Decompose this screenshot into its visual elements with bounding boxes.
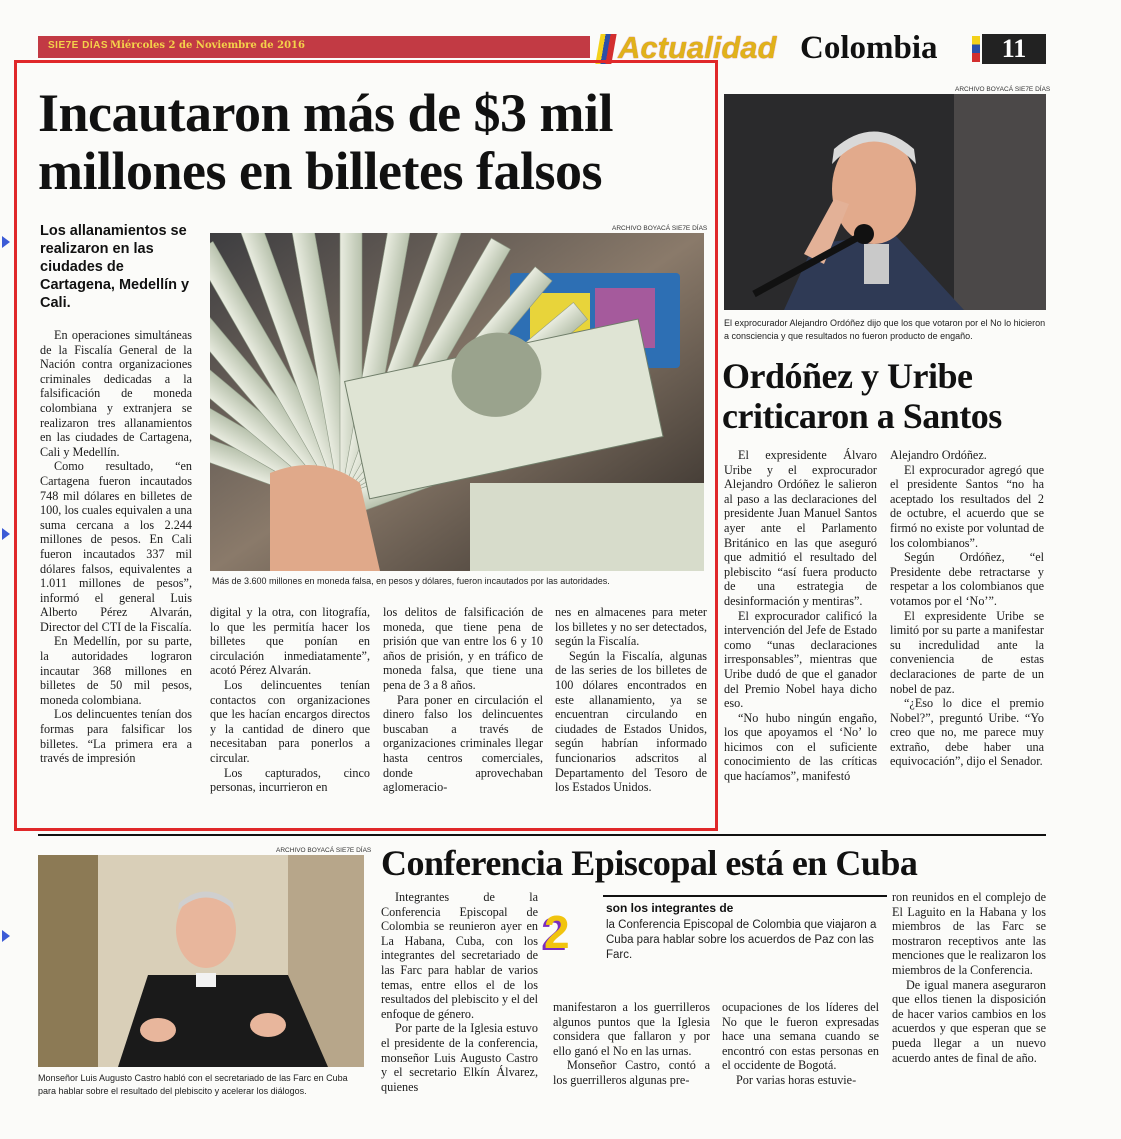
paragraph: De igual manera aseguraron que ellos tienen la disposición de hacer varios cambios en los acuerdos y que esperan que se pueda llegar a un nuevo acuerdo antes de final de año. bbox=[892, 977, 1046, 1065]
paragraph: digital y la otra, con litografía, lo que les permitía hacer los billetes que ponían en circulación inmediatamente”, acotó Pérez Alvarán. bbox=[210, 605, 370, 678]
cuba-headline: Conferencia Episcopal está en Cuba bbox=[381, 843, 918, 883]
cuba-column-3 bbox=[722, 1000, 879, 1088]
paragraph: “No hubo ningún engaño, los que apoyamos el ‘No’ lo hicimos con el suficiente conocimiento de las críticas que hacíamos”, manifestó bbox=[724, 710, 877, 784]
ordonez-column-1 bbox=[724, 448, 877, 784]
ordonez-photo-caption: El exprocurador Alejandro Ordóñez dijo que los que votaron por el No lo hicieron a consciencia y que resultados no fueron producto de engaño. bbox=[724, 318, 1046, 341]
money-photo-caption: Más de 3.600 millones en moneda falsa, en pesos y dólares, fueron incautados por las autoridades. bbox=[212, 576, 610, 586]
ordonez-column-2 bbox=[890, 448, 1044, 769]
photo-credit: ARCHIVO BOYACÁ SIE7E DÍAS bbox=[955, 86, 1051, 93]
paragraph: “¿Eso lo dice el premio Nobel?”, preguntó Uribe. “Yo creo que no, me parece muy extraño, debe haber una equivocación”, dijo el Senador. bbox=[890, 696, 1044, 769]
speaker-illustration bbox=[724, 94, 1046, 310]
paragraph: manifestaron a los guerrilleros algunos puntos que la Iglesia considera que fallaron y por ello ganó el No en las urnas. bbox=[553, 1000, 710, 1058]
paragraph: En Medellín, por su parte, la autoridades lograron incautar 368 millones en billetes de 50 mil pesos, moneda colombiana. bbox=[40, 634, 192, 707]
paragraph: El exprocurador calificó la intervención del Jefe de Estado como “unas declaraciones irresponsables”, mientras que Uribe dudó de que el ganador del Premio Nobel haya dicho eso. bbox=[724, 608, 877, 711]
binder-arrow-icon bbox=[2, 528, 10, 540]
masthead-bar bbox=[38, 36, 590, 58]
cuba-column-4 bbox=[892, 890, 1046, 1065]
paragraph: Los delincuentes tenían dos formas para falsificar los billetes. “La primera era a través de impresión bbox=[40, 707, 192, 766]
paragraph: Para poner en circulación el dinero falso los delincuentes buscaban a través de organizaciones criminales llegar hasta centros comerciales, donde aprovechaban aglomeracio- bbox=[383, 692, 543, 795]
paragraph: Los capturados, cinco personas, incurrieron en bbox=[210, 765, 370, 795]
main-column-3 bbox=[383, 605, 543, 795]
main-column-4 bbox=[555, 605, 707, 795]
binder-arrow-icon bbox=[2, 236, 10, 248]
photo-credit: ARCHIVO BOYACÁ SIE7E DÍAS bbox=[276, 847, 372, 854]
pull-quote-rule bbox=[603, 895, 887, 897]
binder-arrow-icon bbox=[2, 930, 10, 942]
brand-name: SIE7E DÍAS bbox=[48, 40, 109, 51]
pull-quote-title: son los integrantes de bbox=[606, 901, 734, 915]
paragraph: Por parte de la Iglesia estuvo el presidente de la conferencia, monseñor Luis Augusto Castro y el secretario Elkín Álvarez, quienes bbox=[381, 1021, 538, 1094]
paragraph: ocupaciones de los líderes del No que le fueron expresadas hace una semana cuando se encontró con estas personas en el occidente de Bogotá. bbox=[722, 1000, 879, 1073]
paragraph: El expresidente Álvaro Uribe y el exprocurador Alejandro Ordóñez le salieron al paso a las declaraciones del presidente Juan Manuel Santos ayer ante el Parlamento Británico en las que aseguró que admitió el resultado del plebiscito “así fuera producto de una estrategia de desinformación y mentiras”. bbox=[724, 448, 877, 608]
castro-photo-caption: Monseñor Luis Augusto Castro habló con el secretariado de las Farc en Cuba para hablar sobre el resultado del plebiscito y acelerar los diálogos. bbox=[38, 1073, 348, 1096]
cuba-column-1 bbox=[381, 890, 538, 1094]
paragraph: Según Ordóñez, “el Presidente debe retractarse y respetar a los colombianos que votamos por el ‘No’”. bbox=[890, 550, 1044, 608]
paragraph: ron reunidos en el complejo de El Laguito en la Habana y los miembros de las Farc se mostraron receptivos ante las menciones que le realizaron los miembros de la Conferencia. bbox=[892, 890, 1046, 977]
paragraph: Integrantes de la Conferencia Episcopal de Colombia se reunieron ayer en La Habana, Cuba, con los integrantes del secretariado de las Farc para hablar de varios temas, entre ellos el de los resultados del plebiscito y el del enfoque de género. bbox=[381, 890, 538, 1021]
section-name: Actualidad bbox=[618, 30, 777, 65]
paragraph: nes en almacenes para meter los billetes y no ser detectados, según la Fiscalía. bbox=[555, 605, 707, 649]
paragraph: Como resultado, “en Cartagena fueron incautados 748 mil dólares en billetes de 100, los cuales equivalen a una suma cercana a los 2.244 millones de pesos. En Cali fueron incautados 337 mil dólares falsos, equivalentes a 1.011 millones de pesos”, informó el general Luis Alberto Pérez Alvarán, Director del CTI de la Fiscalía. bbox=[40, 459, 192, 634]
castro-photo bbox=[38, 855, 364, 1067]
paragraph: Los delincuentes tenían contactos con organizaciones que les hacían encargos directos y la cantidad de dinero que necesitaban para ponerlos a circular. bbox=[210, 677, 370, 765]
paragraph: Alejandro Ordóñez. bbox=[890, 448, 987, 462]
cuba-column-2 bbox=[553, 1000, 710, 1088]
money-photo bbox=[210, 233, 704, 571]
paragraph: En operaciones simultáneas de la Fiscalía General de la Nación contra organizaciones criminales dedicadas a la falsificación de moneda colombiana y extranjera se realizaron tres allanamientos en las ciudades de Cartagena, Cali y Medellín. bbox=[40, 328, 192, 459]
main-kicker: Los allanamientos se realizaron en las ciudades de Cartagena, Medellín y Cali. bbox=[40, 223, 190, 311]
paragraph: Por varias horas estuvie- bbox=[736, 1072, 857, 1087]
page-number: 11 bbox=[982, 34, 1046, 64]
money-fan-illustration bbox=[210, 233, 704, 571]
paragraph: Monseñor Castro, contó a los guerrilleros algunas pre- bbox=[553, 1058, 710, 1087]
bishop-illustration bbox=[38, 855, 364, 1067]
main-headline: Incautaron más de $3 mil millones en billetes falsos bbox=[38, 83, 614, 201]
ordonez-photo bbox=[724, 94, 1046, 310]
paragraph: El exprocurador agregó que el presidente Santos “no ha aceptado los resultados del 2 de octubre, el acuerdo que se firmó no existe por voluntad de los colombianos”. bbox=[890, 462, 1044, 550]
main-column-2 bbox=[210, 605, 370, 795]
flag-stripe-small bbox=[972, 36, 980, 62]
section-region: Colombia bbox=[800, 30, 938, 66]
ordonez-headline: Ordóñez y Uribe criticaron a Santos bbox=[722, 356, 1002, 436]
main-column-1 bbox=[40, 328, 192, 766]
pull-quote-number: 2 bbox=[544, 906, 570, 958]
paragraph: Según la Fiscalía, algunas de las series de los billetes de 100 dólares encontrados en este allanamiento, ya se encuentran circulando en ciudades de Estados Unidos, según habrían informado funcionarios adscritos al Departamento del Tesoro de los Estados Unidos. bbox=[555, 648, 707, 795]
issue-date: Miércoles 2 de Noviembre de 2016 bbox=[110, 40, 305, 51]
pull-quote-text: la Conferencia Episcopal de Colombia que viajaron a Cuba para hablar sobre los acuerdos de Paz con las Farc. bbox=[606, 919, 877, 961]
paragraph: El expresidente Uribe se limitó por su parte a manifestar su incredulidad ante la conveniencia de estas declaraciones de parte de un nobel de paz. bbox=[890, 608, 1044, 696]
section-divider bbox=[38, 834, 1046, 836]
paragraph: los delitos de falsificación de moneda, que tiene pena de prisión que van entre los 6 y 10 años de prisión, y en tráfico de moneda falsa, que tiene una pena de 3 a 8 años. bbox=[383, 605, 543, 692]
photo-credit: ARCHIVO BOYACÁ SIE7E DÍAS bbox=[612, 225, 708, 232]
